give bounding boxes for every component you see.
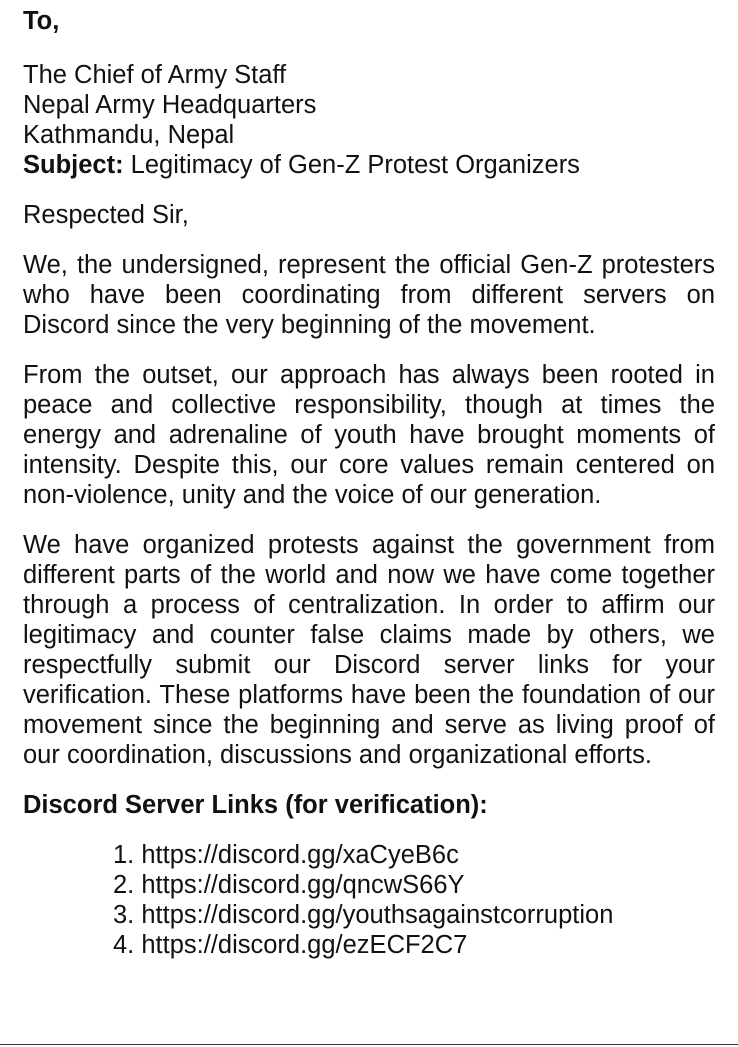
discord-links-list: [23, 840, 715, 960]
page-bottom-divider: [0, 1044, 738, 1045]
address-line-city: Kathmandu, Nepal: [23, 121, 235, 149]
links-heading: Discord Server Links (for verification):: [23, 791, 488, 819]
discord-link-4[interactable]: 4. https://discord.gg/ezECF2C7: [113, 931, 468, 959]
discord-link-1[interactable]: 1. https://discord.gg/xaCyeB6c: [113, 841, 459, 869]
recipient-address: [23, 60, 715, 150]
body-paragraph-intro: We, the undersigned, represent the official Gen-Z protesters who have been coordinating from different servers on Discord since the very beginning of the movement.: [23, 251, 715, 339]
subject-text: Legitimacy of Gen-Z Protest Organizers: [123, 151, 580, 179]
subject-label: Subject:: [23, 151, 124, 179]
body-paragraph-submission: We have organized protests against the government from different parts of the world and now we have come together through a process of centralization. In order to affirm our legitimacy and counter false claims made by others, we respectfully submit our Discord server links for your verification. These platforms have been the foundation of our movement since the beginning and serve as living proof of our coordination, discussions and organizational efforts.: [23, 531, 715, 769]
body-paragraph-values: From the outset, our approach has always been rooted in peace and collective responsibility, though at times the energy and adrenaline of youth have brought moments of intensity. Despite this, our core values remain centered on non-violence, unity and the voice of our generation.: [23, 361, 715, 509]
recipient-salutation: To,: [23, 7, 60, 35]
address-line-title: The Chief of Army Staff: [23, 61, 287, 89]
subject-line: [23, 150, 715, 180]
discord-link-3[interactable]: 3. https://discord.gg/youthsagainstcorruption: [113, 901, 614, 929]
discord-link-2[interactable]: 2. https://discord.gg/qncwS66Y: [113, 871, 465, 899]
address-line-organization: Nepal Army Headquarters: [23, 91, 317, 119]
salutation: Respected Sir,: [23, 201, 189, 229]
